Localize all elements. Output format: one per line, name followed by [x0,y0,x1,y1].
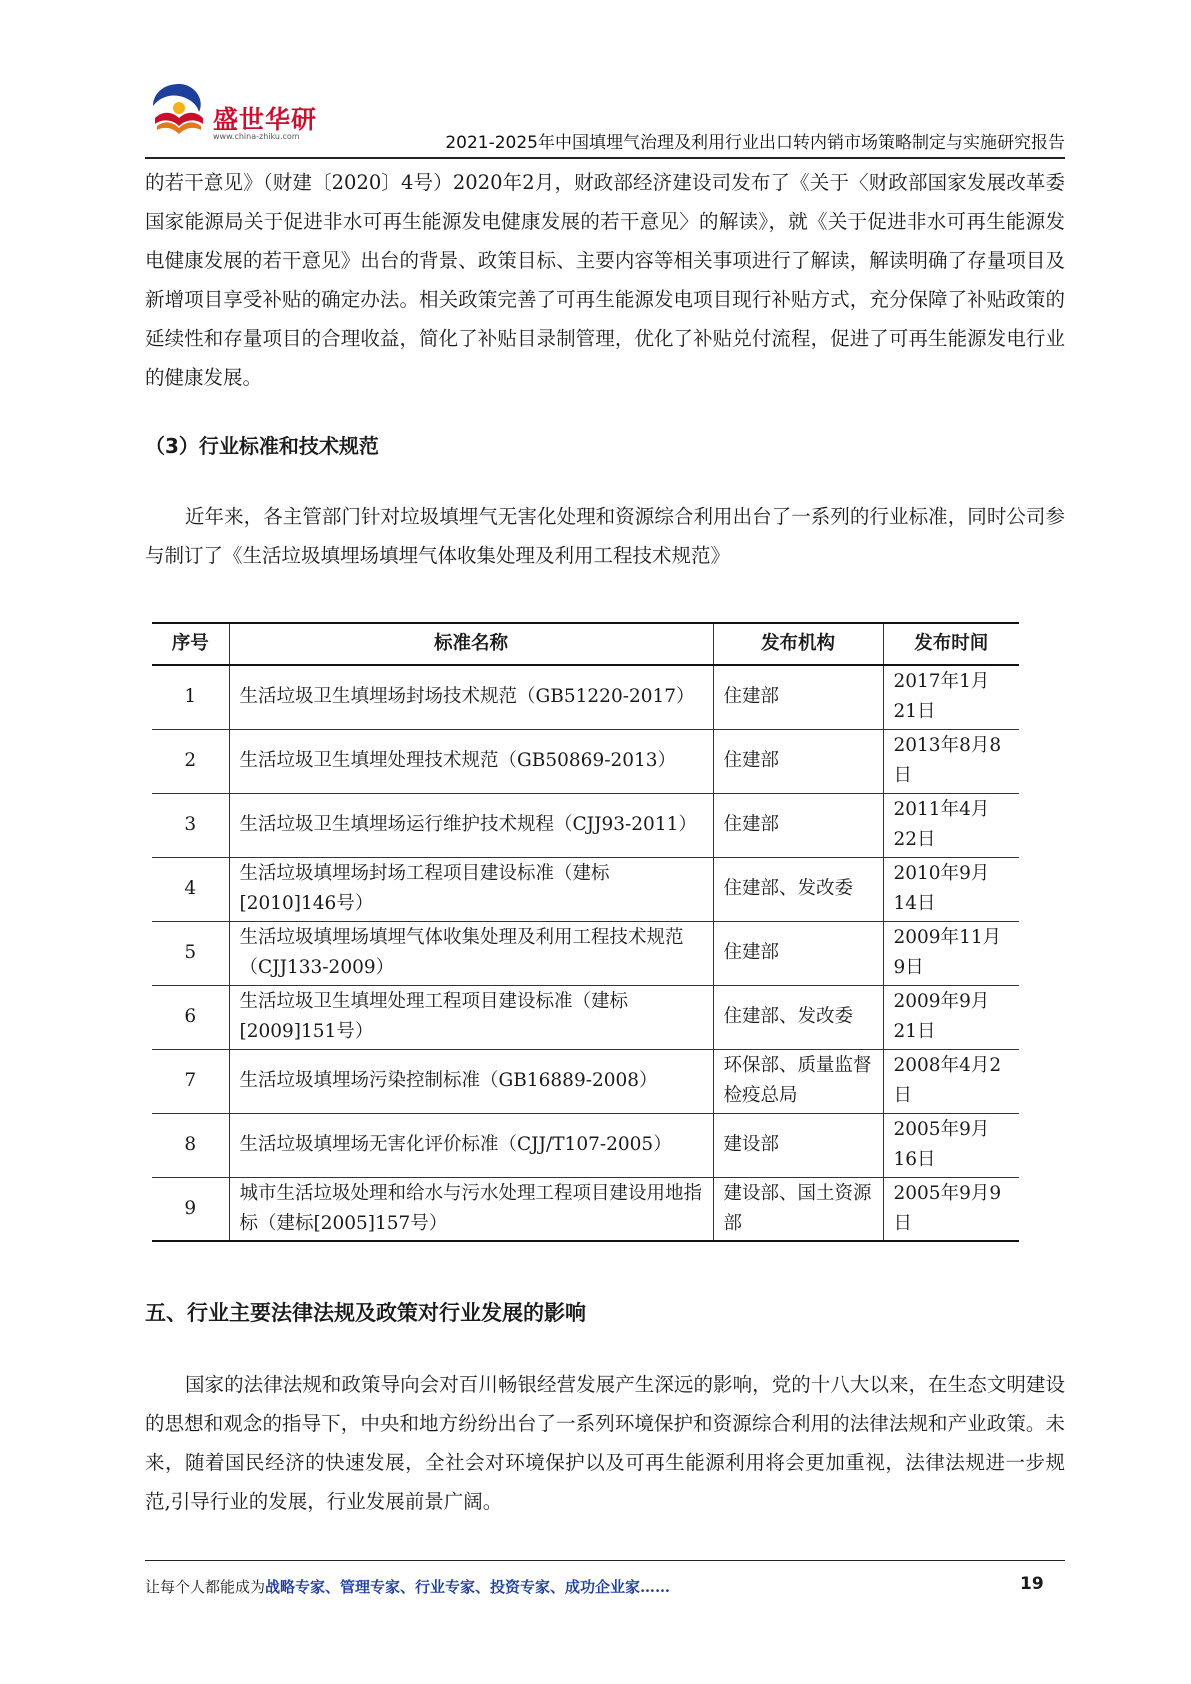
cell-issuer: 建设部、国土资源部 [713,1177,883,1241]
cell-issuer: 住建部 [713,665,883,729]
report-title: 2021-2025年中国填埋气治理及利用行业出口转内销市场策略制定与实施研究报告 [445,133,1065,153]
table-header-row [152,623,1019,665]
cell-issuer: 住建部 [713,729,883,793]
cell-issue-date: 2005年9月9日 [883,1177,1019,1241]
cell-no: 4 [152,857,229,921]
table-row [152,857,1019,921]
cell-standard-name: 生活垃圾填埋场填埋气体收集处理及利用工程技术规范（CJJ133-2009） [229,921,713,985]
table-row [152,1113,1019,1177]
page-number: 19 [1020,1574,1044,1594]
section-heading-standards: （3）行业标准和技术规范 [145,434,379,458]
paragraph-policy-interpretation: 的若干意见》（财建〔2020〕4号）2020年2月，财政部经济建设司发布了《关于〈财政部国家发展改革委国家能源局关于促进非水可再生能源发电健康发展的若干意见〉的解读》，就《关于促进非水可再生能源发电健康发展的若干意见》出台的背景、政策目标、主要内容等相关事项进行了解读，解读明确了存量项目及新增项目享受补贴的确定办法。相关政策完善了可再生能源发电项目现行补贴方式，充分保障了补贴政策的延续性和存量项目的合理收益，简化了补贴目录制管理，优化了补贴兑付流程，促进了可再生能源发电行业的健康发展。 [145,171,1065,389]
cell-standard-name: 生活垃圾卫生填埋场封场技术规范（GB51220-2017） [229,665,713,729]
cell-no: 3 [152,793,229,857]
cell-issue-date: 2009年11月9日 [883,921,1019,985]
section-heading-regulations-impact: 五、行业主要法律法规及政策对行业发展的影响 [145,1301,586,1325]
brand-name: 盛世华研 [213,105,318,134]
cell-issue-date: 2008年4月2日 [883,1049,1019,1113]
table-row [152,793,1019,857]
table-row [152,1049,1019,1113]
header-no: 序号 [152,623,229,665]
table-row [152,921,1019,985]
cell-issuer: 住建部、发改委 [713,857,883,921]
cell-standard-name: 生活垃圾填埋场封场工程项目建设标准（建标[2010]146号） [229,857,713,921]
book-globe-logo-icon [145,78,213,142]
cell-no: 7 [152,1049,229,1113]
cell-standard-name: 生活垃圾卫生填埋处理工程项目建设标准（建标[2009]151号） [229,985,713,1049]
cell-standard-name: 生活垃圾填埋场污染控制标准（GB16889-2008） [229,1049,713,1113]
cell-standard-name: 城市生活垃圾处理和给水与污水处理工程项目建设用地指标（建标[2005]157号） [229,1177,713,1241]
table-row [152,665,1019,729]
cell-issuer: 环保部、质量监督检疫总局 [713,1049,883,1113]
cell-standard-name: 生活垃圾卫生填埋场运行维护技术规程（CJJ93-2011） [229,793,713,857]
cell-no: 5 [152,921,229,985]
header-issuer: 发布机构 [713,623,883,665]
footer-slogan [145,1576,670,1597]
table-row [152,1177,1019,1241]
cell-issue-date: 2005年9月16日 [883,1113,1019,1177]
table-row [152,729,1019,793]
cell-issuer: 住建部 [713,793,883,857]
paragraph-standards-intro: 近年来，各主管部门针对垃圾填埋气无害化处理和资源综合利用出台了一系列的行业标准，同时公司参与制订了《生活垃圾填埋场填埋气体收集处理及利用工程技术规范》 [145,505,1065,567]
slogan-highlight: 战略专家、管理专家、行业专家、投资专家、成功企业家…… [265,1578,671,1596]
brand-url: www.china-zhiku.com [213,132,300,141]
cell-issue-date: 2011年4月22日 [883,793,1019,857]
cell-issue-date: 2017年1月21日 [883,665,1019,729]
cell-no: 6 [152,985,229,1049]
cell-issue-date: 2013年8月8日 [883,729,1019,793]
header-divider [145,157,1065,159]
cell-no: 9 [152,1177,229,1241]
cell-issuer: 住建部 [713,921,883,985]
cell-issuer: 建设部 [713,1113,883,1177]
brand-logo [145,78,345,148]
cell-standard-name: 生活垃圾卫生填埋处理技术规范（GB50869-2013） [229,729,713,793]
cell-issuer: 住建部、发改委 [713,985,883,1049]
standards-table [152,622,1019,1242]
cell-standard-name: 生活垃圾填埋场无害化评价标准（CJJ/T107-2005） [229,1113,713,1177]
header-standard-name: 标准名称 [229,623,713,665]
footer-divider [145,1560,1065,1561]
paragraph-regulations-impact: 国家的法律法规和政策导向会对百川畅银经营发展产生深远的影响，党的十八大以来，在生态文明建设的思想和观念的指导下，中央和地方纷纷出台了一系列环境保护和资源综合利用的法律法规和产业政策。未来，随着国民经济的快速发展，全社会对环境保护以及可再生能源利用将会更加重视，法律法规进一步规范,引导行业的发展，行业发展前景广阔。 [145,1373,1065,1513]
page-header [145,78,1065,158]
slogan-prefix: 让每个人都能成为 [145,1578,266,1596]
cell-issue-date: 2010年9月14日 [883,857,1019,921]
cell-no: 8 [152,1113,229,1177]
header-issue-date: 发布时间 [883,623,1019,665]
cell-no: 2 [152,729,229,793]
cell-no: 1 [152,665,229,729]
table-row [152,985,1019,1049]
cell-issue-date: 2009年9月21日 [883,985,1019,1049]
